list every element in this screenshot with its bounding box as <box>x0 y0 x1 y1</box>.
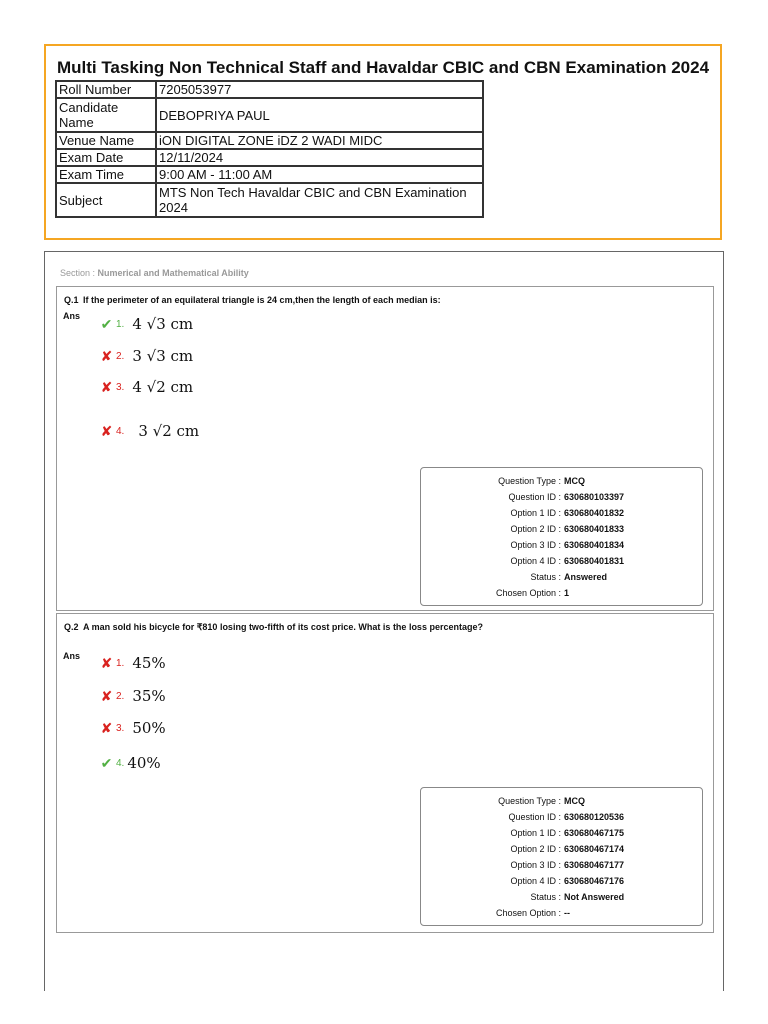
meta-label: Question ID : <box>508 492 561 502</box>
question-number: Q.2 <box>64 622 79 632</box>
info-label: Subject <box>56 183 156 217</box>
option-value: 35% <box>132 687 166 705</box>
option-3 <box>98 376 193 398</box>
meta-label: Option 3 ID : <box>510 860 561 870</box>
option-value: 3 √3 cm <box>132 347 194 365</box>
option-value: 4 √3 cm <box>132 315 194 333</box>
meta-label: Status : <box>530 892 561 902</box>
option-3 <box>98 717 166 739</box>
info-row-venue-name <box>56 132 483 149</box>
option-1 <box>98 313 193 335</box>
section-name: Numerical and Mathematical Ability <box>97 268 249 278</box>
ans-label: Ans <box>63 651 81 661</box>
meta-label: Chosen Option : <box>495 588 561 598</box>
meta-row <box>421 874 704 889</box>
cross-icon: ✘ <box>100 422 113 439</box>
meta-value: Answered <box>564 572 608 582</box>
meta-row <box>421 890 704 905</box>
option-value: 3 √2 cm <box>138 422 200 440</box>
meta-row <box>421 842 704 857</box>
question-meta-box <box>420 467 703 606</box>
info-label: Roll Number <box>56 81 156 98</box>
option-value: 45% <box>132 654 166 672</box>
option-value: 50% <box>132 719 166 737</box>
candidate-header <box>44 44 722 240</box>
option-value: 4 √2 cm <box>132 378 194 396</box>
meta-label: Question Type : <box>498 796 561 806</box>
info-label: Venue Name <box>56 132 156 149</box>
meta-value: 630680401833 <box>564 524 625 534</box>
section-title <box>60 268 249 278</box>
meta-row <box>421 506 704 521</box>
cross-icon: ✘ <box>100 719 113 736</box>
option-number: 4. <box>116 757 125 769</box>
meta-row <box>421 554 704 569</box>
option-number: 1. <box>116 318 125 330</box>
meta-row <box>421 586 704 601</box>
meta-value: 630680401832 <box>564 508 625 518</box>
meta-value: 630680467175 <box>564 828 625 838</box>
exam-title: Multi Tasking Non Technical Staff and Havaldar CBIC and CBN Examination 2024 <box>56 58 710 77</box>
meta-row <box>421 522 704 537</box>
section-panel <box>44 251 724 991</box>
info-value: 9:00 AM - 11:00 AM <box>156 166 483 183</box>
meta-value: 630680467177 <box>564 860 625 870</box>
candidate-info-table <box>55 80 484 218</box>
check-icon: ✔ <box>100 754 113 771</box>
meta-value: 630680467176 <box>564 876 625 886</box>
meta-label: Status : <box>530 572 561 582</box>
meta-value: 630680401834 <box>564 540 625 550</box>
info-value: MTS Non Tech Havaldar CBIC and CBN Examination 2024 <box>156 183 483 217</box>
meta-row <box>421 810 704 825</box>
question-meta-box <box>420 787 703 926</box>
cross-icon: ✘ <box>100 378 113 395</box>
meta-label: Option 4 ID : <box>510 876 561 886</box>
info-label: Exam Time <box>56 166 156 183</box>
meta-row <box>421 474 704 489</box>
meta-value: 630680103397 <box>564 492 625 502</box>
meta-row <box>421 826 704 841</box>
section-prefix: Section : <box>60 268 96 278</box>
info-value: iON DIGITAL ZONE iDZ 2 WADI MIDC <box>156 132 483 149</box>
option-number: 1. <box>116 657 125 669</box>
option-number: 2. <box>116 690 125 702</box>
cross-icon: ✘ <box>100 687 113 704</box>
meta-value: MCQ <box>564 476 585 486</box>
cross-icon: ✘ <box>100 654 113 671</box>
question-number: Q.1 <box>64 295 79 305</box>
meta-row <box>421 906 704 921</box>
question-text <box>64 622 493 633</box>
option-value: 40% <box>127 754 161 772</box>
info-row-roll-number <box>56 81 483 98</box>
question-body: If the perimeter of an equilateral triangle is 24 cm,then the length of each median is: <box>83 295 441 305</box>
meta-label: Option 4 ID : <box>510 556 561 566</box>
meta-value: -- <box>564 908 570 918</box>
meta-label: Option 3 ID : <box>510 540 561 550</box>
meta-value: MCQ <box>564 796 585 806</box>
question-text <box>64 295 493 306</box>
meta-row <box>421 570 704 585</box>
option-4 <box>98 420 199 442</box>
meta-row <box>421 490 704 505</box>
meta-label: Option 2 ID : <box>510 524 561 534</box>
meta-label: Option 1 ID : <box>510 828 561 838</box>
meta-value: 630680120536 <box>564 812 625 822</box>
info-row-subject <box>56 183 483 217</box>
meta-value: 630680401831 <box>564 556 625 566</box>
question-block <box>56 286 714 611</box>
option-number: 2. <box>116 350 125 362</box>
meta-value: 630680467174 <box>564 844 625 854</box>
ans-label: Ans <box>63 311 81 321</box>
meta-label: Option 1 ID : <box>510 508 561 518</box>
option-number: 4. <box>116 425 125 437</box>
info-row-candidate-name <box>56 98 483 132</box>
option-2 <box>98 685 166 707</box>
info-value: 7205053977 <box>156 81 483 98</box>
info-row-exam-time <box>56 166 483 183</box>
info-value: 12/11/2024 <box>156 149 483 166</box>
info-label: Candidate Name <box>56 98 156 132</box>
meta-value: Not Answered <box>564 892 625 902</box>
cross-icon: ✘ <box>100 347 113 364</box>
option-4 <box>98 752 161 774</box>
question-block <box>56 613 714 933</box>
meta-label: Question ID : <box>508 812 561 822</box>
meta-row <box>421 858 704 873</box>
meta-label: Question Type : <box>498 476 561 486</box>
option-number: 3. <box>116 722 125 734</box>
meta-value: 1 <box>564 588 570 598</box>
option-2 <box>98 345 193 367</box>
info-label: Exam Date <box>56 149 156 166</box>
meta-label: Option 2 ID : <box>510 844 561 854</box>
option-1 <box>98 652 166 674</box>
meta-row <box>421 538 704 553</box>
info-row-exam-date <box>56 149 483 166</box>
question-body: A man sold his bicycle for ₹810 losing two-fifth of its cost price. What is the loss percentage? <box>83 622 483 632</box>
option-number: 3. <box>116 381 125 393</box>
meta-label: Chosen Option : <box>495 908 561 918</box>
check-icon: ✔ <box>100 315 113 332</box>
info-value: DEBOPRIYA PAUL <box>156 98 483 132</box>
meta-row <box>421 794 704 809</box>
